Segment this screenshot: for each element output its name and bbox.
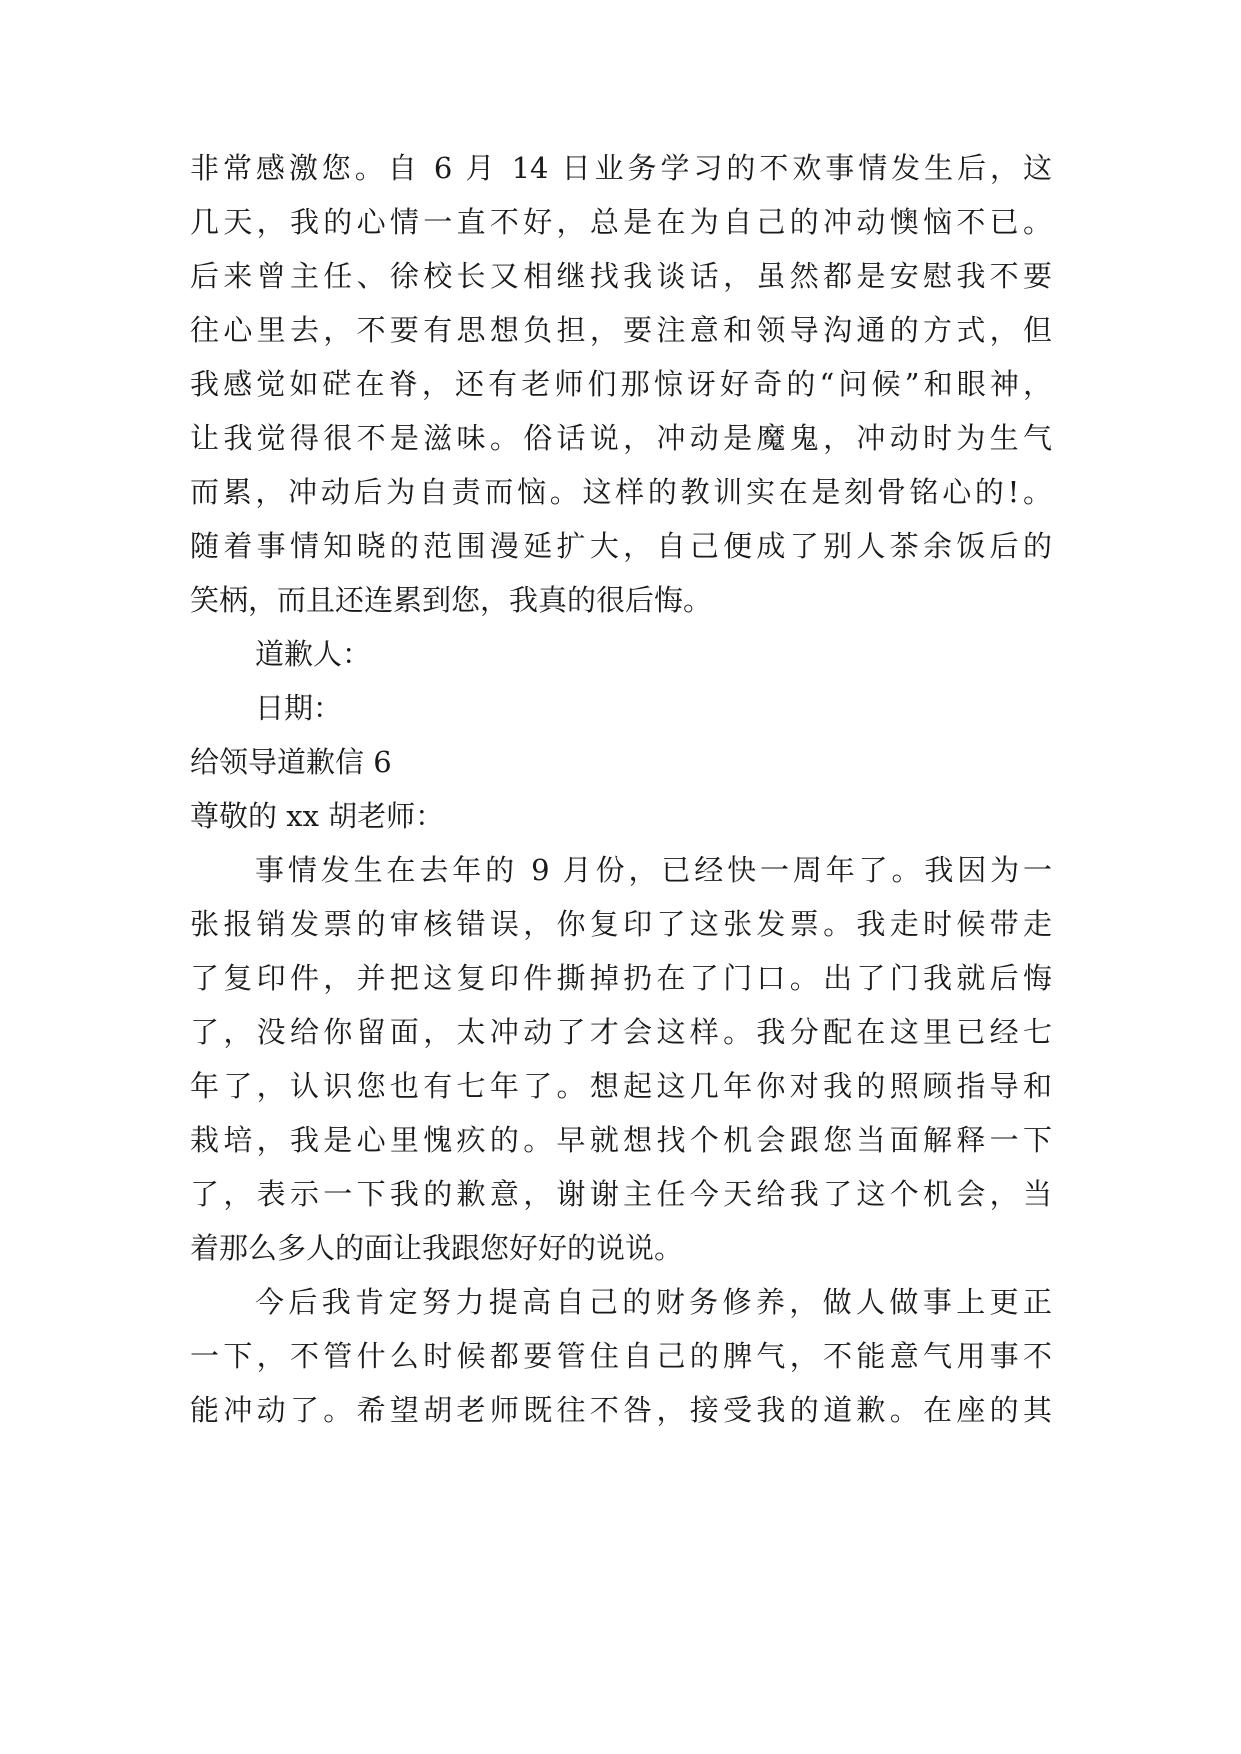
body-line: 我感觉如硭在脊，还有老师们那惊讶好奇的“问候”和眼神，	[190, 367, 1052, 401]
date-label: 日期：	[255, 691, 343, 725]
section-heading: 给领导道歉信 6	[190, 745, 392, 779]
body-line: 笑柄，而且还连累到您，我真的很后悔。	[190, 583, 713, 617]
body-line: 年了，认识您也有七年了。想起这几年你对我的照顾指导和	[190, 1069, 1052, 1103]
body-line: 能冲动了。希望胡老师既往不咎，接受我的道歉。在座的其	[190, 1393, 1052, 1427]
body-line: 栽培，我是心里愧疚的。早就想找个机会跟您当面解释一下	[190, 1123, 1052, 1157]
body-line: 而累，冲动后为自责而恼。这样的教训实在是刻骨铭心的!。	[190, 475, 1052, 509]
body-line: 张报销发票的审核错误，你复印了这张发票。我走时候带走	[190, 907, 1052, 941]
body-line: 了复印件，并把这复印件撕掉扔在了门口。出了门我就后悔	[190, 961, 1052, 995]
signature-label: 道歉人：	[255, 637, 372, 671]
body-line: 了，表示一下我的歉意，谢谢主任今天给我了这个机会，当	[190, 1177, 1052, 1211]
body-line: 一下，不管什么时候都要管住自己的脾气，不能意气用事不	[190, 1339, 1052, 1373]
body-line: 让我觉得很不是滋味。俗话说，冲动是魔鬼，冲动时为生气	[190, 421, 1052, 455]
body-line: 随着事情知晓的范围漫延扩大，自己便成了别人茶余饭后的	[190, 529, 1052, 563]
body-line: 后来曾主任、徐校长又相继找我谈话，虽然都是安慰我不要	[190, 259, 1052, 293]
salutation: 尊敬的 xx 胡老师：	[190, 799, 445, 833]
body-line: 几天，我的心情一直不好，总是在为自己的冲动懊恼不已。	[190, 205, 1052, 239]
body-line: 着那么多人的面让我跟您好好的说说。	[190, 1231, 684, 1265]
body-line: 了，没给你留面，太冲动了才会这样。我分配在这里已经七	[190, 1015, 1052, 1049]
body-line: 今后我肯定努力提高自己的财务修养，做人做事上更正	[255, 1285, 1052, 1319]
body-line: 往心里去，不要有思想负担，要注意和领导沟通的方式，但	[190, 313, 1052, 347]
body-line: 非常感激您。自 6 月 14 日业务学习的不欢事情发生后，这	[190, 151, 1052, 185]
body-line: 事情发生在去年的 9 月份，已经快一周年了。我因为一	[255, 853, 1052, 887]
